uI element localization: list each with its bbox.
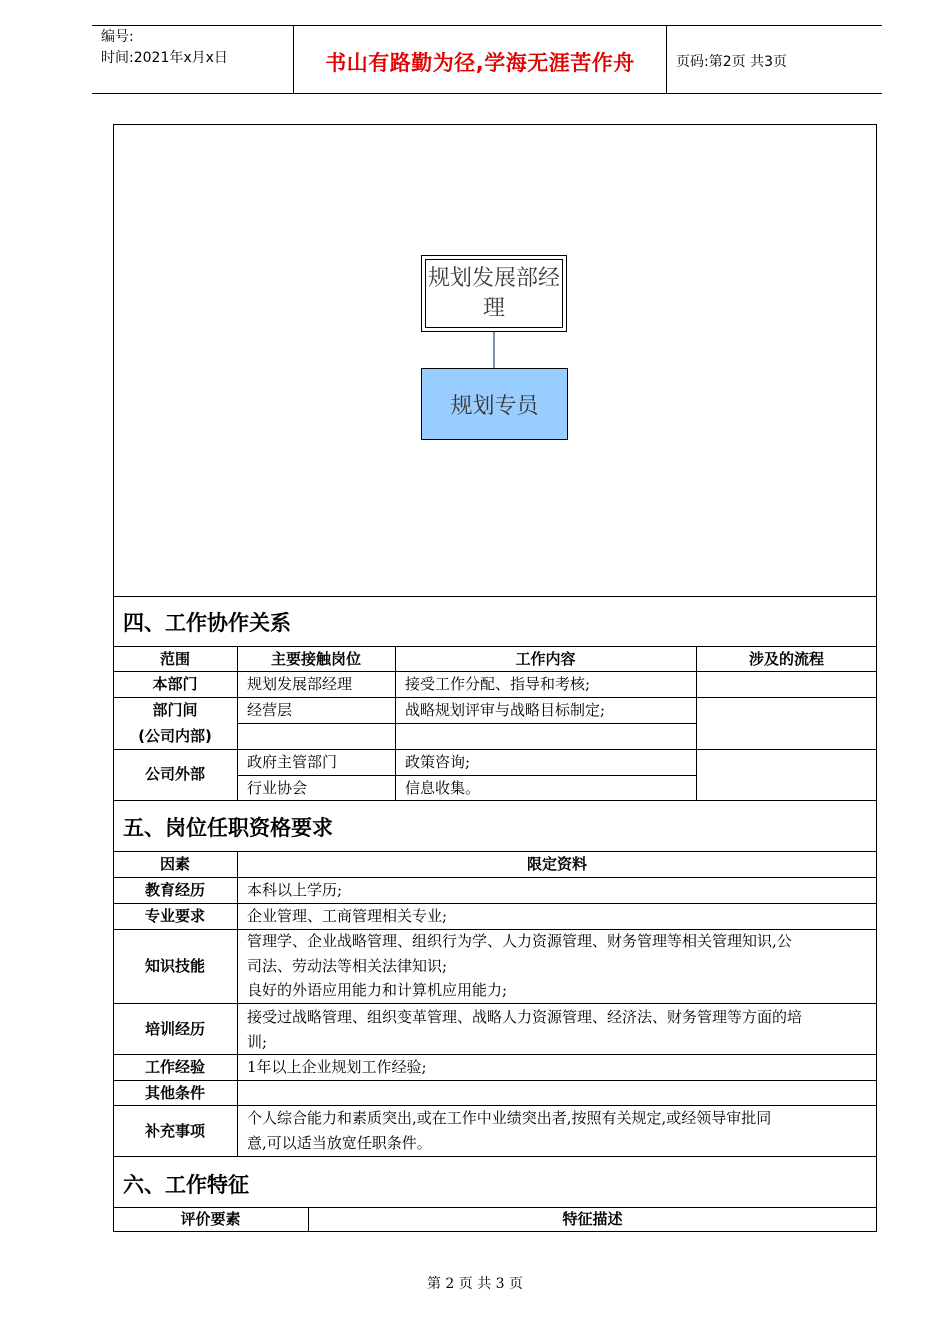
requirement-text: 意,可以适当放宽任职条件。	[247, 1134, 432, 1152]
requirement-text: 训;	[247, 1033, 268, 1051]
factor-cell: 补充事项	[144, 1122, 205, 1140]
table-header: 主要接触岗位	[270, 650, 361, 668]
requirement-text: 企业管理、工商管理相关专业;	[247, 907, 448, 925]
post-cell: 行业协会	[247, 779, 308, 797]
rule	[237, 851, 238, 1156]
table-header: 因素	[159, 855, 190, 873]
header-bottom-rule	[92, 93, 882, 94]
work-cell: 接受工作分配、指导和考核;	[405, 675, 591, 693]
factor-cell: 知识技能	[144, 957, 205, 975]
scope-cell: 本部门	[152, 675, 198, 693]
rule	[113, 1156, 877, 1157]
scope-cell: (公司内部)	[138, 727, 212, 745]
rule	[113, 1003, 877, 1004]
factor-cell: 培训经历	[144, 1020, 205, 1038]
table-header: 评价要素	[180, 1210, 241, 1228]
requirement-text: 1年以上企业规划工作经验;	[247, 1058, 427, 1076]
scope-cell: 部门间	[152, 701, 198, 719]
document-date: 时间:2021年x月x日	[101, 50, 228, 66]
section-6-title: 六、工作特征	[123, 1173, 249, 1197]
rule	[113, 800, 877, 801]
header-page-number: 页码:第2页 共3页	[676, 54, 787, 70]
table-header: 特征描述	[562, 1210, 623, 1228]
org-chart-staff-box	[421, 368, 568, 440]
post-cell: 经营层	[247, 701, 293, 719]
requirement-text: 良好的外语应用能力和计算机应用能力;	[247, 981, 508, 999]
header-top-rule	[92, 25, 882, 26]
work-cell: 战略规划评审与战略目标制定;	[405, 701, 606, 719]
requirement-text: 司法、劳动法等相关法律知识;	[247, 957, 448, 975]
factor-cell: 其他条件	[144, 1084, 205, 1102]
org-chart-staff-label: 规划专员	[450, 393, 539, 419]
requirement-text: 接受过战略管理、组织变革管理、战略人力资源管理、经济法、财务管理等方面的培	[247, 1008, 803, 1026]
section-5-title: 五、岗位任职资格要求	[123, 816, 333, 840]
factor-cell: 教育经历	[144, 881, 205, 899]
table-header: 工作内容	[515, 650, 576, 668]
table-header: 限定资料	[526, 855, 587, 873]
post-cell: 规划发展部经理	[247, 675, 353, 693]
scope-cell: 公司外部	[144, 765, 205, 783]
requirement-text: 管理学、企业战略管理、组织行为学、人力资源管理、财务管理等相关管理知识,公	[247, 932, 792, 950]
requirement-text: 个人综合能力和素质突出,或在工作中业绩突出者,按照有关规定,或经领导审批同	[247, 1109, 772, 1127]
org-chart-manager-box	[421, 255, 567, 332]
document-number-label: 编号:	[101, 29, 134, 45]
page-footer: 第 2 页 共 3 页	[426, 1276, 524, 1292]
rule	[113, 749, 877, 750]
org-chart-connector	[493, 332, 495, 368]
header-motto: 书山有路勤为径,学海无涯苦作舟	[325, 51, 635, 75]
work-cell: 政策咨询;	[405, 753, 471, 771]
org-chart-manager-label: 规划发展部经理	[425, 259, 563, 328]
rule	[113, 596, 877, 597]
post-cell: 政府主管部门	[247, 753, 338, 771]
work-cell: 信息收集。	[405, 779, 481, 797]
factor-cell: 专业要求	[144, 907, 205, 925]
table-header: 范围	[159, 650, 190, 668]
table-header: 涉及的流程	[748, 650, 824, 668]
header-divider-right	[666, 25, 667, 94]
section-4-title: 四、工作协作关系	[123, 611, 291, 635]
rule	[237, 723, 696, 724]
requirement-text: 本科以上学历;	[247, 881, 343, 899]
header-meta	[101, 27, 228, 69]
factor-cell: 工作经验	[144, 1058, 205, 1076]
